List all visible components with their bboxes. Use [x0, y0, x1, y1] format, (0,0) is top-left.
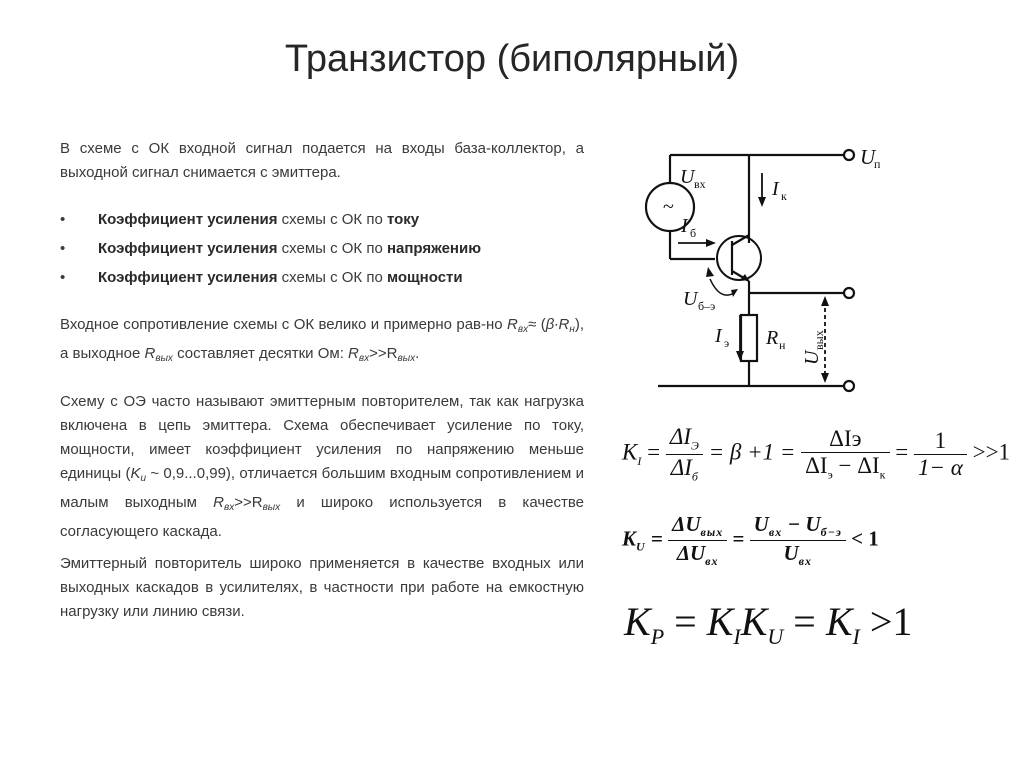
text-run: составляет десятки Ом:	[172, 345, 349, 362]
text-run: >>R	[234, 494, 263, 511]
denominator	[666, 455, 703, 485]
term: − U	[782, 512, 821, 536]
label-i-base-sub: б	[690, 226, 697, 240]
denominator	[750, 541, 846, 569]
text-run: и широко используется в качестве согласующего каскада.	[60, 494, 584, 540]
formula-term: >>1	[972, 439, 1011, 465]
subscript: вых	[155, 353, 173, 364]
bold-term: мощности	[386, 269, 463, 286]
label-u-supply: U	[860, 145, 876, 169]
ac-source-icon: ~	[663, 196, 674, 218]
equals-sign: =	[650, 526, 663, 551]
fraction	[914, 428, 967, 481]
numerator	[750, 512, 846, 541]
label-i-collector: I	[772, 178, 779, 200]
subscript: вых	[700, 525, 724, 540]
subscript: б−э	[820, 525, 842, 540]
formula-term: = β +1 =	[708, 439, 796, 465]
symbol-k: K	[624, 599, 651, 644]
label-i-emitter-sub: э	[724, 336, 730, 350]
subscript: I	[733, 624, 741, 649]
symbol-k: K	[740, 599, 768, 644]
symbol-beta-r: β∙R	[545, 316, 570, 333]
term: ΔU	[672, 512, 701, 536]
term: ΔI	[670, 454, 692, 480]
body-text	[60, 137, 584, 624]
label-r-load-sub: н	[779, 338, 786, 352]
list-item	[60, 205, 584, 234]
subscript: б	[691, 469, 698, 484]
gain-list	[60, 205, 584, 292]
label-i-emitter: I	[715, 325, 722, 347]
symbol-r: R	[144, 345, 156, 362]
list-item	[60, 263, 584, 292]
fraction	[801, 426, 889, 483]
label-i-collector-sub: к	[781, 189, 787, 203]
fraction	[666, 424, 703, 484]
subscript: P	[650, 624, 665, 649]
bold-term: напряжению	[386, 240, 482, 257]
follower-paragraph	[60, 390, 584, 544]
text-run: >>R	[369, 345, 398, 362]
numerator: ΔIэ	[801, 426, 889, 453]
slide-title: Транзистор (биполярный)	[284, 38, 740, 80]
symbol-r: R	[213, 494, 224, 511]
label-r-load: R	[766, 327, 779, 349]
equals-sign: =	[732, 526, 745, 551]
text-run: ≈ (	[528, 316, 546, 333]
subscript: к	[879, 467, 886, 482]
term: − ΔI	[832, 452, 880, 478]
voltage-gain-formula	[622, 512, 879, 569]
term: U	[783, 541, 799, 566]
subscript: вых	[262, 502, 281, 513]
equals-sign: =	[895, 439, 909, 465]
bullet-marker: •	[60, 240, 66, 257]
symbol-r: R	[507, 316, 518, 333]
intro-paragraph: В схеме с ОК входной сигнал подается на входы база-коллектор, а выходной сигнал снимается с эмиттера.	[60, 140, 584, 181]
subscript: н	[569, 324, 575, 335]
equals-sign: =	[664, 599, 707, 644]
formula-term: < 1	[851, 526, 879, 551]
numerator	[666, 424, 703, 455]
numerator	[668, 512, 727, 541]
current-gain-formula	[622, 424, 1010, 484]
bullet-marker: •	[60, 269, 66, 286]
text-run: .	[415, 345, 420, 362]
subscript: вых	[397, 353, 416, 364]
label-u-base-emitter-sub: б–э	[698, 299, 716, 313]
numerator: 1	[914, 428, 967, 455]
fraction	[750, 512, 846, 569]
formula-term: >1	[859, 599, 913, 644]
bold-label: Коэффициент усиления	[98, 211, 278, 228]
subscript: Э	[691, 438, 699, 453]
denominator	[801, 453, 889, 483]
label-i-base: I	[681, 215, 688, 237]
text-run: ~ 0,9...0,99), отличается большим входным сопротивлением и малым выходным	[60, 465, 584, 511]
label-u-supply-sub: п	[874, 157, 880, 171]
item-text: схемы с ОК по	[277, 269, 387, 286]
power-gain-formula	[624, 598, 912, 650]
subscript: вх	[705, 554, 719, 569]
label-u-base-emitter: U	[683, 288, 698, 310]
term: ΔI	[669, 424, 691, 449]
usage-paragraph: Эмиттерный повторитель широко применяется в качестве входных или выходных каскадов в усилителях, в частности при работе на емкостную нагрузку или линию связи.	[60, 555, 584, 620]
subscript: вх	[768, 525, 783, 540]
label-u-output-sub: вых	[812, 330, 826, 350]
bullet-marker: •	[60, 211, 66, 228]
denominator	[668, 541, 727, 569]
common-collector-circuit	[620, 133, 880, 395]
bold-term: току	[386, 211, 420, 228]
label-u-output: U	[801, 350, 823, 365]
denominator: 1− α	[918, 454, 963, 480]
symbol-k: K	[706, 599, 734, 644]
symbol-k: K	[622, 526, 637, 551]
fraction	[668, 512, 727, 569]
subscript: вх	[798, 554, 813, 569]
subscript: u	[140, 473, 147, 484]
text-run: Входное сопротивление схемы с ОК велико и примерно рав-но	[60, 316, 508, 333]
term: U	[753, 512, 769, 536]
symbol-k: K	[825, 599, 853, 644]
text-run: ), а выходное	[60, 316, 584, 362]
label-u-input-sub: вх	[694, 177, 706, 191]
symbol-k: K	[130, 465, 141, 482]
subscript: I	[852, 624, 860, 649]
symbol-k: K	[622, 439, 638, 465]
resistance-paragraph	[60, 313, 584, 371]
list-item	[60, 234, 584, 263]
subscript: вх	[358, 353, 370, 364]
subscript: U	[636, 539, 646, 554]
item-text: схемы с ОК по	[277, 240, 387, 257]
subscript: I	[637, 453, 642, 468]
bold-label: Коэффициент усиления	[98, 269, 278, 286]
symbol-r: R	[348, 345, 359, 362]
term: ΔI	[805, 452, 828, 478]
text-run: Схему с ОЭ часто называют эмиттерным повторителем, так как нагрузка включена в цепь эмиттера. Схема обеспечивает усиление по току, мощности, имеет коэффициент усиления по напряжению меньше единицы (	[60, 393, 584, 482]
bold-label: Коэффициент усиления	[98, 240, 278, 257]
label-u-input: U	[680, 166, 695, 188]
subscript: э	[827, 467, 833, 482]
item-text: схемы с ОК по	[277, 211, 387, 228]
equals-sign: =	[783, 599, 826, 644]
subscript: вх	[223, 502, 235, 513]
equals-sign: =	[647, 439, 661, 465]
term: ΔU	[676, 541, 706, 566]
subscript: U	[767, 624, 784, 649]
subscript: вх	[517, 324, 529, 335]
